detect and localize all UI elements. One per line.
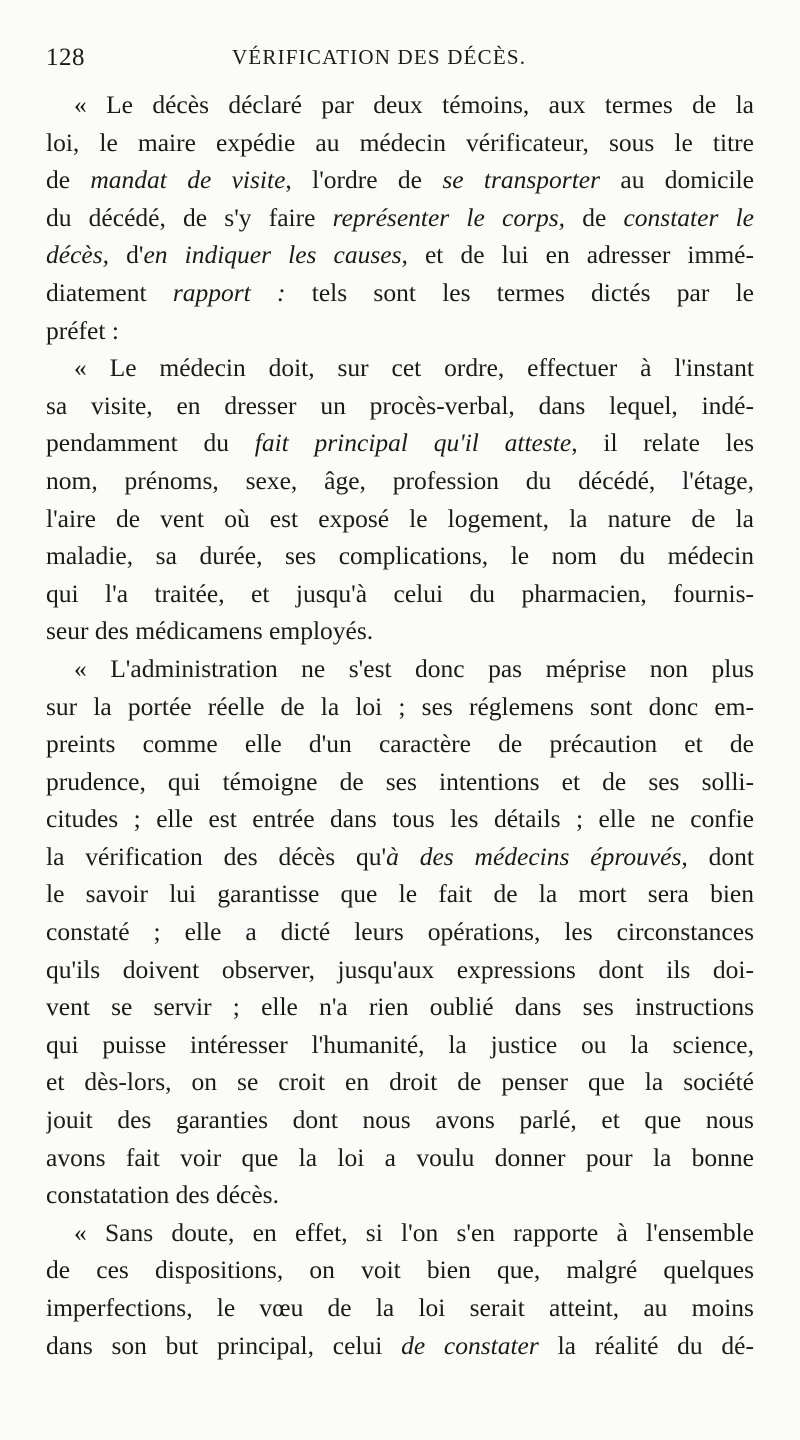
page-number: 128 xyxy=(46,44,85,71)
italic-segment: constater le xyxy=(623,202,754,232)
text-line xyxy=(46,199,754,237)
italic-segment: fait principal qu'il atteste xyxy=(254,428,572,458)
text-line xyxy=(46,1251,754,1289)
text-segment: prudence, qui témoigne de ses intentions et de ses solli- xyxy=(46,766,754,796)
body-text xyxy=(46,86,754,1364)
text-line xyxy=(46,462,754,500)
text-segment: du décédé, de s'y faire xyxy=(46,202,333,232)
text-segment: loi, le maire expédie au médecin vérificateur, sous le titre xyxy=(46,127,754,157)
italic-segment: à des médecins éprouvés, xyxy=(386,841,688,871)
text-line xyxy=(46,349,754,387)
text-segment: , il relate les xyxy=(571,428,754,458)
italic-segment: mandat de visite xyxy=(90,165,286,195)
running-head: VÉRIFICATION DES DÉCÈS. xyxy=(232,45,527,69)
text-segment: et dès-lors, on se croit en droit de penser que la société xyxy=(46,1067,754,1097)
text-segment: avons fait voir que la loi a voulu donner pour la bonne xyxy=(46,1142,754,1172)
text-segment: de ces dispositions, on voit bien que, malgré quelques xyxy=(46,1255,754,1285)
italic-segment: de constater xyxy=(401,1330,539,1360)
text-segment: d' xyxy=(109,240,144,270)
text-segment: dont xyxy=(687,841,754,871)
text-line xyxy=(46,387,754,425)
text-segment: seur des médicamens employés. xyxy=(46,616,374,646)
text-segment: « Le médecin doit, sur cet ordre, effectuer à l'instant xyxy=(74,353,754,383)
text-segment: et de lui en adresser immé- xyxy=(407,240,754,270)
text-segment: preints comme elle d'un caractère de précaution et de xyxy=(46,729,754,759)
text-line xyxy=(46,875,754,913)
text-segment: diatement xyxy=(46,277,173,307)
text-line xyxy=(46,1214,754,1252)
text-line xyxy=(46,988,754,1026)
text-line xyxy=(46,725,754,763)
text-line xyxy=(46,1139,754,1177)
text-line xyxy=(46,1026,754,1064)
text-line xyxy=(46,500,754,538)
text-line xyxy=(46,763,754,801)
text-segment: au domicile xyxy=(600,165,754,195)
text-line xyxy=(46,312,754,350)
text-segment: qui l'a traitée, et jusqu'à celui du pharmacien, fournis- xyxy=(46,578,754,608)
text-segment: sa visite, en dresser un procès-verbal, dans lequel, indé- xyxy=(46,390,754,420)
text-segment: « Sans doute, en effet, si l'on s'en rapporte à l'ensemble xyxy=(74,1217,754,1247)
text-segment: pendamment du xyxy=(46,428,255,458)
text-line xyxy=(46,1176,754,1214)
text-segment: nom, prénoms, sexe, âge, profession du décédé, l'étage, xyxy=(46,465,754,495)
page-header xyxy=(46,44,766,74)
text-segment: la réalité du dé- xyxy=(538,1330,754,1360)
text-segment: constaté ; elle a dicté leurs opérations, les circonstances xyxy=(46,917,754,947)
text-segment: maladie, sa durée, ses complications, le nom du médecin xyxy=(46,541,754,571)
text-line xyxy=(46,800,754,838)
text-line xyxy=(46,1289,754,1327)
text-line xyxy=(46,913,754,951)
text-line xyxy=(46,124,754,162)
text-line xyxy=(46,650,754,688)
text-segment: de xyxy=(46,165,91,195)
text-segment: la vérification des décès qu' xyxy=(46,841,387,871)
text-segment: citudes ; elle est entrée dans tous les détails ; elle ne confie xyxy=(46,804,754,834)
text-segment: vent se servir ; elle n'a rien oublié dans ses instructions xyxy=(46,992,754,1022)
text-line xyxy=(46,86,754,124)
text-line xyxy=(46,838,754,876)
text-segment: qui puisse intéresser l'humanité, la justice ou la science, xyxy=(46,1029,754,1059)
italic-segment: en indiquer les causes, xyxy=(143,240,408,270)
text-segment: « Le décès déclaré par deux témoins, aux termes de la xyxy=(74,90,754,119)
text-line xyxy=(46,1327,754,1365)
text-line xyxy=(46,1063,754,1101)
text-segment: jouit des garanties dont nous avons parlé, et que nous xyxy=(46,1105,754,1135)
text-segment: le savoir lui garantisse que le fait de la mort sera bien xyxy=(46,879,754,909)
text-segment: « L'administration ne s'est donc pas méprise non plus xyxy=(74,653,754,683)
text-segment: tels sont les termes dictés par le xyxy=(285,277,754,307)
italic-segment: rapport : xyxy=(172,277,286,307)
italic-segment: décès, xyxy=(46,240,110,270)
text-line xyxy=(46,951,754,989)
text-line xyxy=(46,161,754,199)
text-line xyxy=(46,1101,754,1139)
text-line xyxy=(46,612,754,650)
text-segment: qu'ils doivent observer, jusqu'aux expressions dont ils doi- xyxy=(46,954,754,984)
text-line xyxy=(46,575,754,613)
text-segment: , l'ordre de xyxy=(285,165,443,195)
text-line xyxy=(46,424,754,462)
italic-segment: représenter le corps, xyxy=(332,202,566,232)
text-segment: dans son but principal, celui xyxy=(46,1330,402,1360)
text-line xyxy=(46,537,754,575)
text-segment: de xyxy=(565,202,624,232)
italic-segment: se transporter xyxy=(442,165,601,195)
text-segment: imperfections, le vœu de la loi serait atteint, au moins xyxy=(46,1293,754,1322)
text-line xyxy=(46,236,754,274)
text-segment: constatation des décès. xyxy=(46,1180,279,1210)
text-segment: préfet : xyxy=(46,315,119,345)
text-line xyxy=(46,274,754,312)
text-segment: sur la portée réelle de la loi ; ses réglemens sont donc em- xyxy=(46,691,754,721)
text-line xyxy=(46,688,754,726)
text-segment: l'aire de vent où est exposé le logement, la nature de la xyxy=(46,503,754,533)
